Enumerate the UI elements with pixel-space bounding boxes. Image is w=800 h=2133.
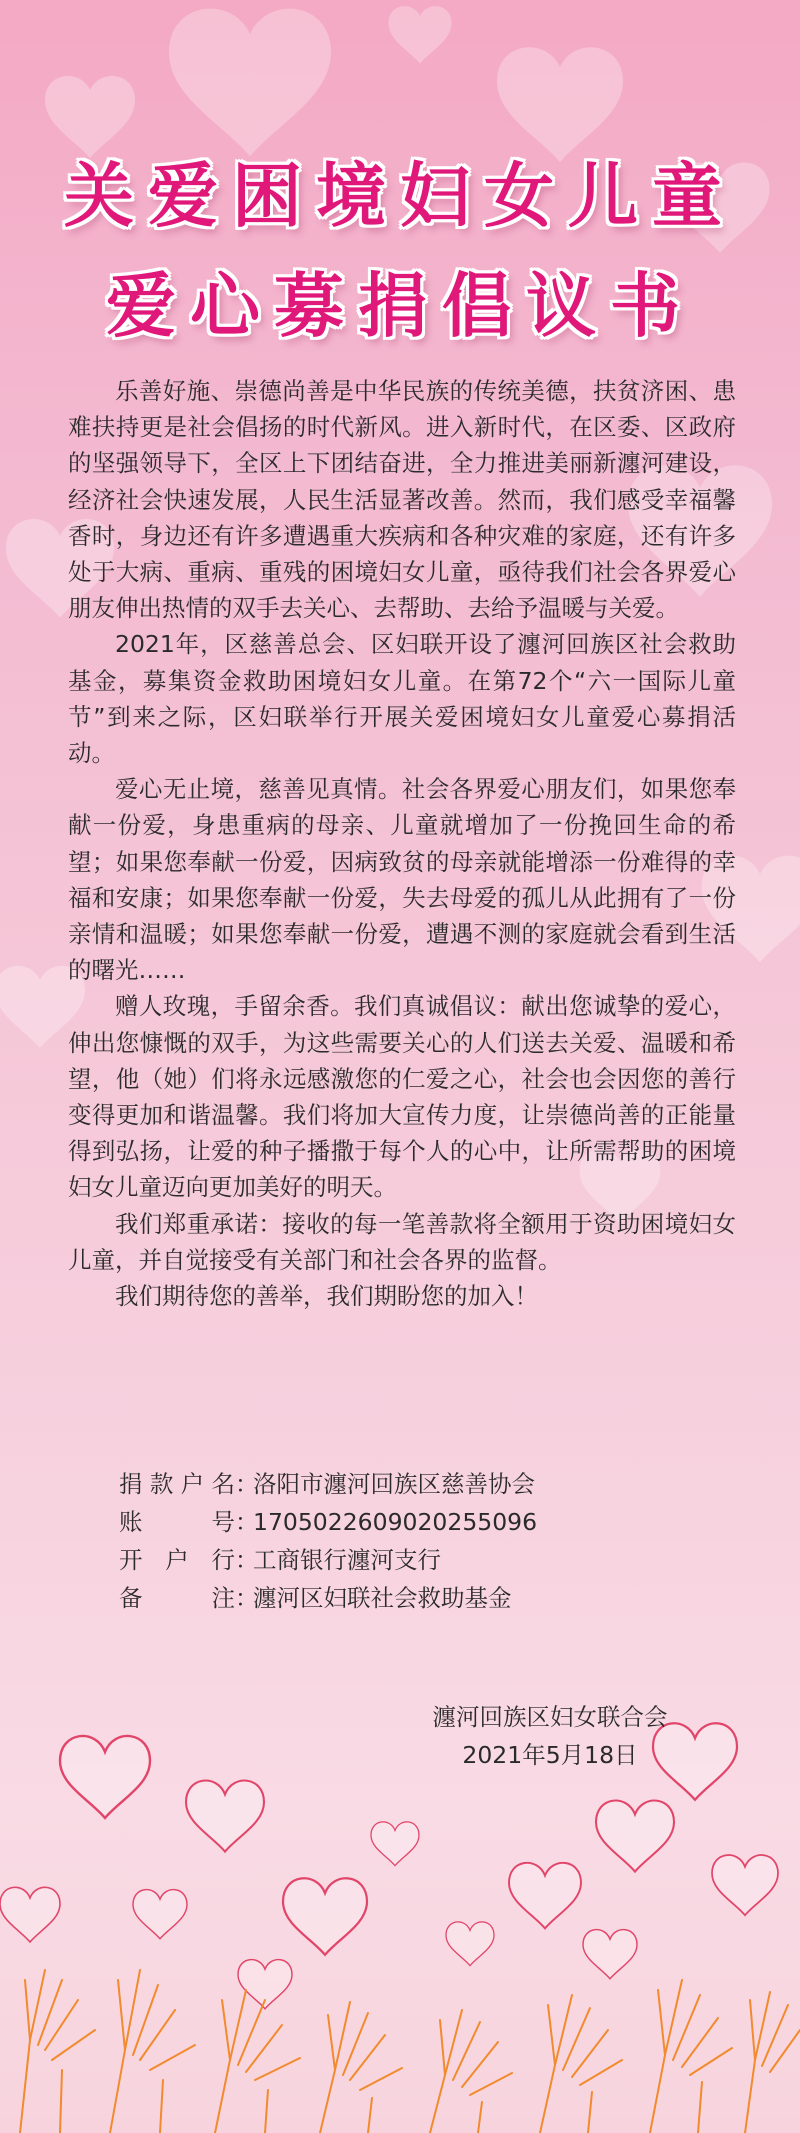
raised-hands-icons xyxy=(20,1970,800,2133)
paragraph: 我们期待您的善举，我们期盼您的加入！ xyxy=(115,1282,538,1311)
bank-label: 开户行 xyxy=(119,1546,235,1574)
paragraph: 爱心无止境，慈善见真情。社会各界爱心朋友们，如果您奉献一份爱，身患重病的母亲、儿童就增加了一份挽回生命的希望；如果您奉献一份爱，因病致贫的母亲就能增添一份难得的幸福和安康；如果您奉献一份爱，失去母爱的孤儿从此拥有了一份亲情和温暖；如果您奉献一份爱，遭遇不测的家庭就会看到生活的曙光…… xyxy=(68,775,736,985)
bank-row: 开户行：工商银行瀍河支行 xyxy=(119,1541,537,1579)
proposal-body xyxy=(68,373,736,1314)
account-number-value: 1705022609020255096 xyxy=(253,1508,538,1536)
account-number-label: 账号 xyxy=(119,1508,235,1536)
remark-row: 备注：瀍河区妇联社会救助基金 xyxy=(119,1579,537,1617)
signature-block xyxy=(420,1698,680,1774)
remark-value: 瀍河区妇联社会救助基金 xyxy=(253,1584,512,1612)
remark-label: 备注 xyxy=(119,1584,235,1612)
account-number-row: 账号：1705022609020255096 xyxy=(119,1503,537,1541)
page-title-line-1: 关爱困境妇女儿童 xyxy=(64,154,736,237)
paragraph: 我们郑重承诺：接收的每一笔善款将全额用于资助困境妇女儿童，并自觉接受有关部门和社会各界的监督。 xyxy=(68,1209,736,1274)
page-title-line-2: 爱心募捐倡议书 xyxy=(106,264,694,347)
donation-account-info xyxy=(119,1465,537,1617)
hands-and-hearts-illustration xyxy=(0,1680,800,2133)
paragraph: 赠人玫瑰，手留余香。我们真诚倡议：献出您诚挚的爱心，伸出您慷慨的双手，为这些需要关心的人们送去关爱、温暖和希望，他（她）们将永远感激您的仁爱之心，社会也会因您的善行变得更加和谐温馨。我们将加大宣传力度，让崇德尚善的正能量得到弘扬，让爱的种子播撒于每个人的心中，让所需帮助的困境妇女儿童迈向更加美好的明天。 xyxy=(68,992,736,1202)
paragraph: 2021年，区慈善总会、区妇联开设了瀍河回族区社会救助基金，募集资金救助困境妇女儿童。在第72个“六一国际儿童节”到来之际，区妇联举行开展关爱困境妇女儿童爱心募捐活动。 xyxy=(68,630,736,768)
account-name-row: 捐款户名：洛阳市瀍河回族区慈善协会 xyxy=(119,1465,537,1503)
account-name-value: 洛阳市瀍河回族区慈善协会 xyxy=(253,1470,535,1498)
bank-value: 工商银行瀍河支行 xyxy=(253,1546,441,1574)
paragraph: 乐善好施、崇德尚善是中华民族的传统美德，扶贫济困、患难扶持更是社会倡扬的时代新风。进入新时代，在区委、区政府的坚强领导下，全区上下团结奋进，全力推进美丽新瀍河建设，经济社会快速发展，人民生活显著改善。然而，我们感受幸福馨香时，身边还有许多遭遇重大疾病和各种灾难的家庭，还有许多处于大病、重病、重残的困境妇女儿童，亟待我们社会各界爱心朋友伸出热情的双手去关心、去帮助、去给予温暖与关爱。 xyxy=(68,377,736,623)
signature-date: 2021年5月18日 xyxy=(462,1741,638,1769)
signature-org: 瀍河回族区妇女联合会 xyxy=(432,1703,668,1731)
account-name-label: 捐款户名 xyxy=(119,1470,235,1498)
